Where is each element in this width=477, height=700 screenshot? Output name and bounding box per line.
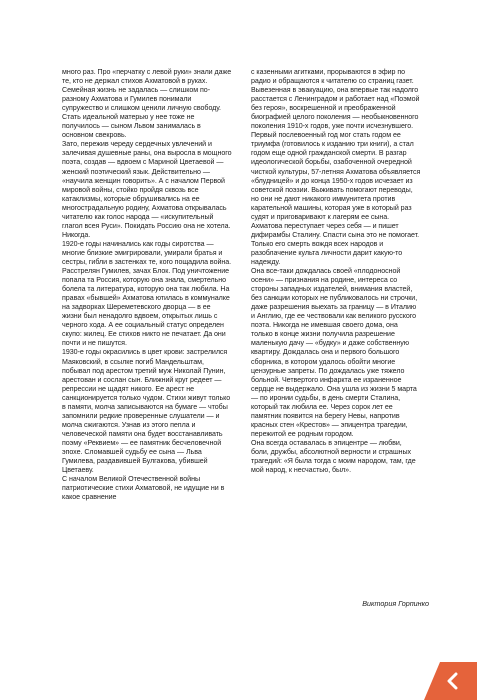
paragraph: с казенными агитками, прорываются в эфир по радио и обращаются к читателю со страниц газет. Вывезенная в эвакуацию, она впервые так надолго расстается с Ленинградом и работает над «Поэмой без героя», воскрешенной и преображенной биографией целого поколения — необыкновенного поколения 1910-х годов, уже почти исчезнувшего. xyxy=(251,68,420,131)
paragraph: Она все-таки дождалась своей «плодоносной осени» — признания на родине, интереса со стороны западных издателей, внимания властей, без санкции которых не публиковалось ни строчки, даже разрешения выехать за границу — в Италию и Англию, где ее чествовали как великого русского поэта. Никогда не имевшая своего дома, она только в конце жизни получила разрешение маленькую дачу — «будку» и даже собственную квартиру. Дождалась она и первого большого сборника, в котором удалось обойти многие цензурные запреты. По дождалась уже тяжело больной. Четвертого инфаркта ее израненное сердце не выдержало. Она ушла из жизни 5 марта — по иронии судьбы, в день смерти Сталина, который так любила ее. Через сорок лет ее памятник появится на берегу Невы, напротив красных стен «Крестов» — эпицентра трагедии, пережитой ее родным городом. xyxy=(251,267,418,438)
chevron-left-icon xyxy=(445,672,459,690)
paragraph: Она всегда оставалась в эпицентре — любви, боли, дружбы, абсолютной верности и страшных трагедий: «Я была тогда с моим народом, там, где мой народ, к несчастью, был». xyxy=(251,438,416,475)
left-text-column xyxy=(62,68,232,502)
page-corner-badge[interactable] xyxy=(424,662,477,700)
paragraph: Первый послевоенный год мог стать годом ее триумфа (готовилось к изданию три книги), а стал годом еще одной гражданской смерти. В разгар идеологической борьбы, озабоченной очередной чисткой культуры, 57-летняя Ахматова объявляется «блудницей» и до конца 1950-х годов исчезает из советской поэзии. Выживать помогают переводы, но они не дают никакого иммунитета против карательной машины, которая уже в который раз судят и приговаривают к лагерям ее сына. Ахматова переступает через себя — и пишет дифирамбы Сталину. Спасти сына это не помогает. Только его смерть вождя всех народов и разоблачение культа личности дарит какую-то надежду. xyxy=(251,131,421,266)
paragraph: 1930-е годы окрасились в цвет крови: застрелился Маяковский, в ссылке погиб Мандельштам, побывал под арестом третий муж Николай Пунин, арестован и сослан сын. Ближний круг редеет — репрессии не щадят никого. Ее арест не санкционируется только чудом. Стихи живут только в памяти, молча записываются на бумаге — чтобы запомнили редкие проверенные слушатели — и молча сжигаются. Узнав из этого пепла и человеческой памяти она будет восстанавливать поэму «Реквием» — ее памятник бесчеловечной эпохе. Сломавшей судьбу ее сына — Льва Гумилева, раздавившей Булгакова, убившей Цветаеву. xyxy=(62,348,231,475)
paragraph: Зато, пережив череду сердечных увлечений и залечивая душевные раны, она выросла в мощного поэта, создав — вдвоем с Мариной Цветаевой — женский поэтический язык. Действительно — «научила женщин говорить». А с началом Первой мировой войны, стойко пройдя сквозь все катаклизмы, которые обрушивались на ее многострадальную родину, Ахматова открывалась читателю как голос народа — «искупительный глагол всея Руси». Покидать Россию она не хотела. Никогда. xyxy=(62,140,232,239)
author-signature: Виктория Горпинко xyxy=(362,599,429,608)
paragraph: 1920-е годы начинались как годы сиротства — многие близкие эмигрировали, умирали братья и сестры, гибли в застенках те, кого пощадила война. Расстрелян Гумилев, зачах Блок. Под уничтожение попала та Россия, которую она знала, смертельно болела та литература, которую она так любила. На правах «бывшей» Ахматова ютилась в коммуналке на задворках Шереметевского дворца — в ее жизни был ненадолго вдвоем, открытых лишь с черного хода. А ее социальный статус определен скупо: жилец. Ее стихов никто не печатает. Да они почти и не пишутся. xyxy=(62,239,232,348)
paragraph: С началом Великой Отечественной войны патриотические стихи Ахматовой, не идущие ни в какое сравнение xyxy=(62,475,225,502)
paragraph: много раз. Про «перчатку с левой руки» знали даже те, кто не держал стихов Ахматовой в руках. Семейная жизнь не задалась — слишком по-разному Ахматова и Гумилев понимали супружество и слишком ценили личную свободу. Стать идеальной матерью у нее тоже не получилось — сыном Львом занималась в основном свекровь. xyxy=(62,68,232,140)
right-text-column xyxy=(251,68,421,475)
